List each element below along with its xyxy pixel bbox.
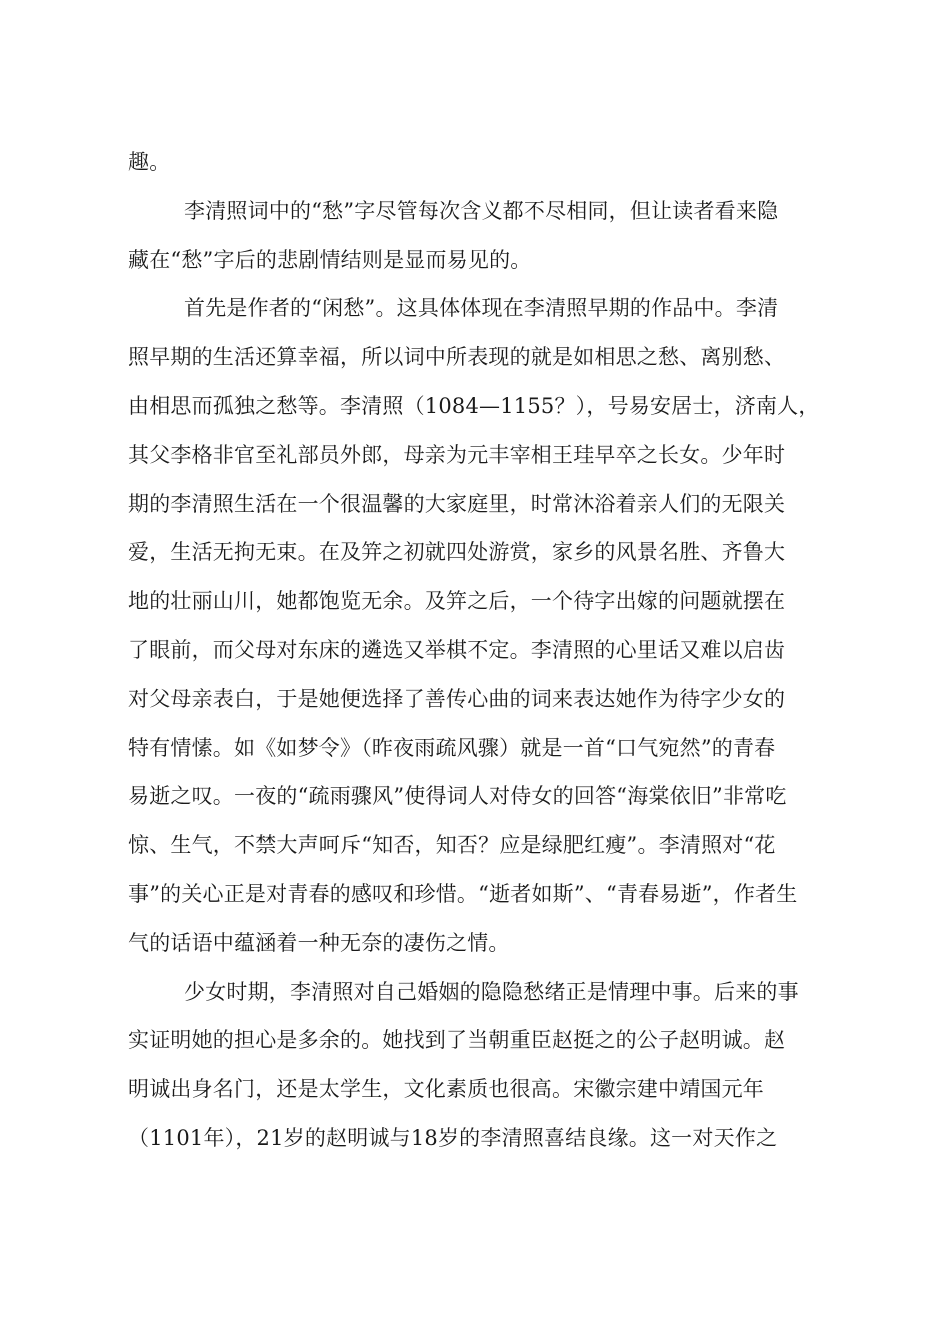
text-line: 爱，生活无拘无束。在及笄之初就四处游赏，家乡的风景名胜、齐鲁大 bbox=[128, 540, 786, 565]
paragraph-first-line: 首先是作者的“闲愁”。这具体体现在李清照早期的作品中。李清 bbox=[184, 296, 779, 321]
text-line: 趣。 bbox=[128, 150, 171, 174]
paragraph-first-line: 少女时期，李清照对自己婚姻的隐隐愁绪正是情理中事。后来的事 bbox=[184, 979, 799, 1004]
body-text bbox=[128, 138, 828, 1163]
paragraph-first-line: 李清照词中的“愁”字尽管每次含义都不尽相同，但让读者看来隐 bbox=[184, 198, 779, 223]
text-line: （1101年），21岁的赵明诚与18岁的李清照喜结良缘。这一对天作之 bbox=[128, 1125, 778, 1150]
text-line: 了眼前，而父母对东床的遴选又举棋不定。李清照的心里话又难以启齿 bbox=[128, 637, 786, 662]
text-line: 明诚出身名门，还是太学生，文化素质也很高。宋徽宗建中靖国元年 bbox=[128, 1077, 764, 1102]
text-line: 其父李格非官至礼部员外郎，母亲为元丰宰相王珪早卒之长女。少年时 bbox=[128, 442, 786, 467]
text-line: 地的壮丽山川，她都饱览无余。及笄之后，一个待字出嫁的问题就摆在 bbox=[128, 589, 786, 614]
text-line: 特有情愫。如《如梦令》（昨夜雨疏风骤）就是一首“口气宛然”的青春 bbox=[128, 735, 776, 760]
text-line: 期的李清照生活在一个很温馨的大家庭里，时常沐浴着亲人们的无限关 bbox=[128, 491, 786, 516]
text-line: 惊、生气，不禁大声呵斥“知否，知否？应是绿肥红瘦”。李清照对“花 bbox=[128, 833, 776, 858]
text-line: 由相思而孤独之愁等。李清照（1084—1155？），号易安居士，济南人， bbox=[128, 393, 820, 418]
text-line: 气的话语中蕴涵着一种无奈的凄伤之情。 bbox=[128, 930, 510, 955]
text-line: 易逝之叹。一夜的“疏雨骤风”使得词人对侍女的回答“海棠依旧”非常吃 bbox=[128, 784, 787, 809]
text-line: 照早期的生活还算幸福，所以词中所表现的就是如相思之愁、离别愁、 bbox=[128, 345, 786, 370]
text-line: 事”的关心正是对青春的感叹和珍惜。“逝者如斯”、“青春易逝”，作者生 bbox=[128, 881, 798, 906]
text-line: 对父母亲表白，于是她便选择了善传心曲的词来表达她作为待字少女的 bbox=[128, 686, 786, 711]
text-line: 实证明她的担心是多余的。她找到了当朝重臣赵挺之的公子赵明诚。赵 bbox=[128, 1028, 786, 1053]
text-line: 藏在“愁”字后的悲剧情结则是显而易见的。 bbox=[128, 247, 532, 272]
